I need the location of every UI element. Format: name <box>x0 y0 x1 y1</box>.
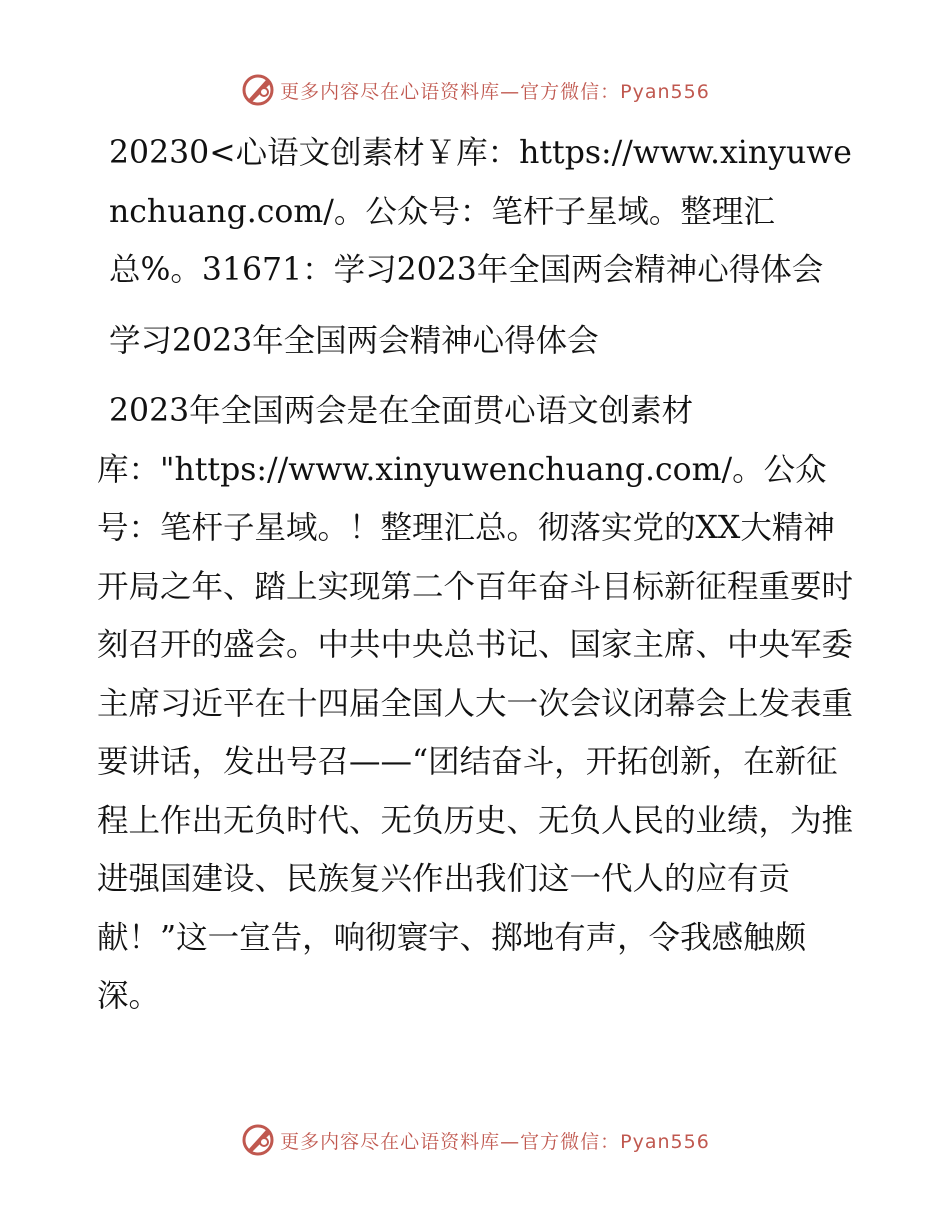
footer-watermark <box>0 1120 950 1160</box>
brand-logo-icon <box>240 72 276 108</box>
body-paragraph-line1: 2023年全国两会是在全面贯心语文创素材 <box>109 393 694 429</box>
brand-logo-icon <box>240 1122 276 1158</box>
banner-text: 更多内容尽在心语资料库—官方微信：Pyan556 <box>280 80 710 103</box>
banner-text: 更多内容尽在心语资料库—官方微信：Pyan556 <box>280 1130 710 1153</box>
intro-paragraph: 20230<心语文创素材￥库：https://www.xinyuwenchuang.com/。公众号：笔杆子星域。整理汇总%。31671：学习2023年全国两会精神心得体会 <box>109 135 852 288</box>
wechat-id: Pyan556 <box>620 80 710 103</box>
wechat-id: Pyan556 <box>620 1130 710 1153</box>
document-body <box>97 124 857 1026</box>
document-title: 学习2023年全国两会精神心得体会 <box>109 322 599 359</box>
body-paragraph: 库："https://www.xinyuwenchuang.com/。公众号：笔杆子星域。！整理汇总。彻落实党的XX大精神开局之年、踏上实现第二个百年奋斗目标新征程重要时刻召开的盛会。中共中央总书记、国家主席、中央军委主席习近平在十四届全国人大一次会议闭幕会上发表重要讲话，发出号召——“团结奋斗，开拓创新，在新征程上作出无负时代、无负历史、无负人民的业绩，为推进强国建设、民族复兴作出我们这一代人的应有贡献！”这一宣告，响彻寰宇、掷地有声，令我感触颇深。 <box>97 451 854 1014</box>
header-watermark <box>0 70 950 110</box>
